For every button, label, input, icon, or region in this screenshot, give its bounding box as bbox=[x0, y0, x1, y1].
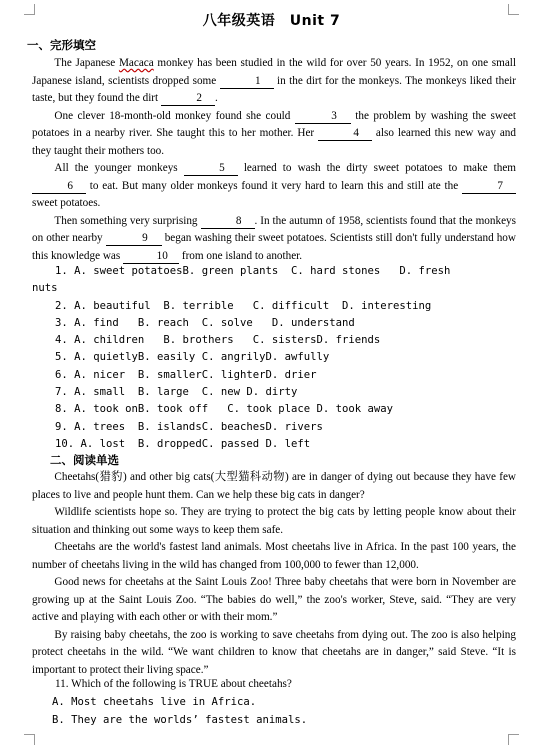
section-heading-reading: 二、阅读单选 bbox=[50, 453, 119, 467]
paragraph: Cheetahs(猎豹) and other big cats(大型猫科动物) are in danger of dying out because they have few places to live and people hunt them. Can we help these big cats in danger? bbox=[32, 471, 516, 501]
question-11-option-b: B. They are the worlds’ fastest animals. bbox=[52, 714, 308, 726]
page-title: 八年级英语 Unit 7 bbox=[202, 13, 341, 29]
blank-6: 6 bbox=[32, 180, 86, 194]
blank-8: 8 bbox=[201, 215, 255, 229]
option-line: 6. A. nicer B. smallerC. lighterD. drier bbox=[55, 368, 317, 381]
paragraph: By raising baby cheetahs, the zoo is working to save cheetahs from dying out. The zoo is also helping protect cheetahs in the wild. “We want children to know that cheetahs are in danger,” said Steve. “It is important to protect their living space.” bbox=[32, 628, 516, 676]
option-line: 7. A. small B. large C. new D. dirty bbox=[55, 386, 298, 399]
option-line: 2. A. beautiful B. terrible C. difficult D. interesting bbox=[55, 299, 432, 312]
blank-7: 7 bbox=[462, 180, 516, 194]
spellcheck-word: Macaca bbox=[118, 57, 154, 69]
option-line: 4. A. children B. brothers C. sistersD. friends bbox=[55, 334, 381, 347]
page-corner-mark bbox=[24, 734, 35, 745]
option-line: 8. A. took onB. took off C. took place D. took away bbox=[55, 403, 394, 416]
option-wrap: nuts bbox=[32, 282, 58, 294]
cloze-options bbox=[55, 263, 450, 453]
option-line: 1. A. sweet potatoesB. green plants C. hard stones D. fresh bbox=[55, 265, 451, 277]
option-line: 9. A. trees B. islandsC. beachesD. rivers bbox=[55, 420, 323, 433]
section-heading-cloze: 一、完形填空 bbox=[27, 38, 96, 52]
blank-5: 5 bbox=[184, 162, 238, 176]
paragraph: Cheetahs are the world's fastest land animals. Most cheetahs live in Africa. In the past 100 years, the number of cheetahs living in the wild has changed from 100,000 to fewer than 12,000. bbox=[32, 541, 516, 571]
paragraph: Wildlife scientists hope so. They are trying to protect the big cats by letting people know about their situation and thinking out some ways to keep them safe. bbox=[32, 506, 516, 536]
paragraph: All the younger monkeys 5 learned to wash the dirty sweet potatoes to make them 6 to eat. But many older monkeys found it very hard to learn this and still ate the 7 sweet potatoes. bbox=[32, 162, 516, 209]
paragraph: Good news for cheetahs at the Saint Louis Zoo! Three baby cheetahs that were born in November are growing up at the Saint Louis Zoo. “The babies do well,” the zoo's worker, Steve, said. “They are very active and playing with each other or with their mom.” bbox=[32, 576, 516, 623]
blank-4: 4 bbox=[318, 127, 372, 141]
blank-9: 9 bbox=[106, 232, 162, 246]
blank-1: 1 bbox=[220, 75, 274, 89]
paragraph: Then something very surprising 8 . In the autumn of 1958, scientists found that the monkeys on other nearby 9 began washing their sweet potatoes. Scientists still don't fully understand how this knowledge was 10 from one island to another. bbox=[32, 214, 516, 262]
paragraph: The Japanese Macaca monkey has been studied in the wild for over 50 years. In 1952, on one small Japanese island, scientists dropped some 1 in the dirt for the monkeys. The monkeys liked their taste, but they found the dirt 2 . bbox=[32, 57, 517, 104]
page-corner-mark bbox=[508, 734, 519, 745]
reading-passage bbox=[32, 469, 516, 679]
blank-3: 3 bbox=[295, 110, 351, 124]
blank-10: 10 bbox=[123, 250, 179, 264]
blank-2: 2 bbox=[161, 92, 215, 106]
question-11-option-a: A. Most cheetahs live in Africa. bbox=[52, 696, 257, 708]
paragraph: One clever 18-month-old monkey found she could 3 the problem by washing the sweet potatoes in a nearby river. She taught this to her mother. Her 4 also learned this new way and they taught their mothers too. bbox=[32, 109, 516, 157]
option-line: 10. A. lost B. droppedC. passed D. left bbox=[55, 437, 311, 450]
cloze-passage bbox=[32, 55, 516, 265]
option-line: 5. A. quietlyB. easily C. angrilyD. awfully bbox=[55, 351, 330, 364]
option-line: 3. A. find B. reach C. solve D. understand bbox=[55, 316, 355, 329]
question-11: 11. Which of the following is TRUE about cheetahs? bbox=[55, 678, 292, 690]
